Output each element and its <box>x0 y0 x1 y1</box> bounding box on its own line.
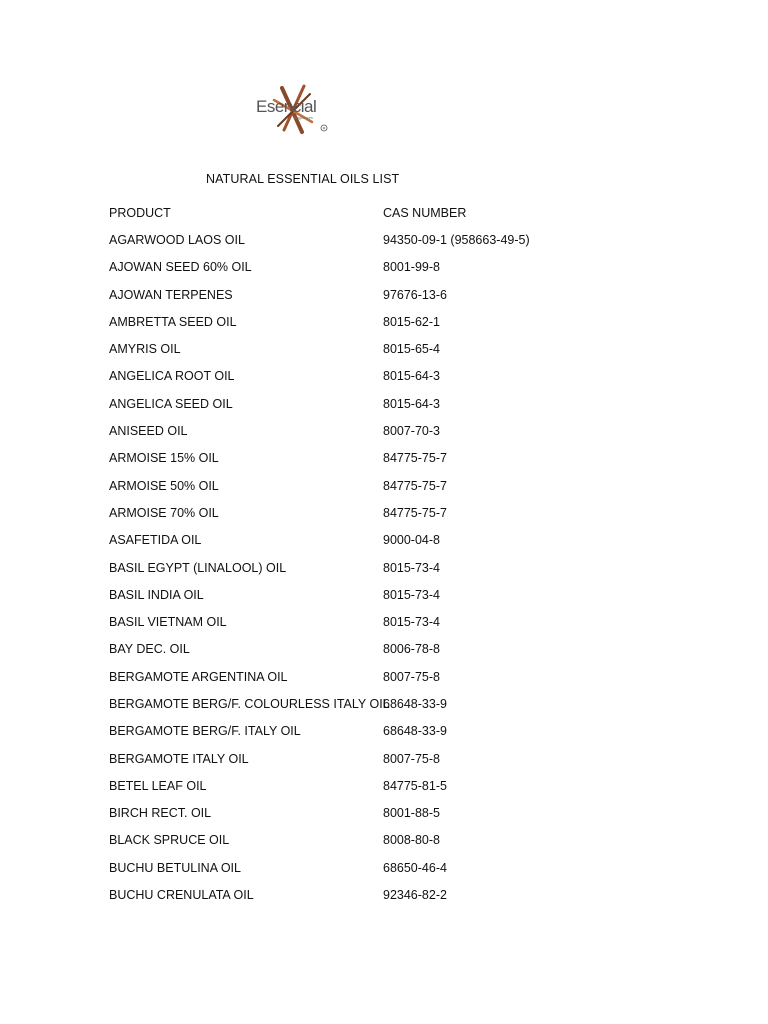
cas-number: 8006-78-8 <box>383 642 440 657</box>
table-row <box>109 363 669 390</box>
table-row <box>109 254 669 281</box>
product-name: BASIL VIETNAM OIL <box>109 615 227 630</box>
company-logo <box>252 82 336 138</box>
cas-number: 8015-64-3 <box>383 396 440 411</box>
table-row <box>109 308 669 335</box>
product-name: AJOWAN SEED 60% OIL <box>109 260 252 275</box>
table-row <box>109 854 669 881</box>
table-row <box>109 554 669 581</box>
table-row <box>109 745 669 772</box>
table-row <box>109 827 669 854</box>
cas-number: 92346-82-2 <box>383 888 447 903</box>
product-name: BERGAMOTE BERG/F. ITALY OIL <box>109 724 301 739</box>
product-name: BERGAMOTE ARGENTINA OIL <box>109 669 288 684</box>
table-row <box>109 335 669 362</box>
cas-number: 8001-88-5 <box>383 806 440 821</box>
cas-number: 94350-09-1 (958663-49-5) <box>383 232 530 247</box>
document-title: NATURAL ESSENTIAL OILS LIST <box>206 172 400 186</box>
product-name: ASAFETIDA OIL <box>109 533 202 548</box>
cas-number: 8015-65-4 <box>383 342 440 357</box>
product-name: BERGAMOTE BERG/F. COLOURLESS ITALY OIL <box>109 696 390 711</box>
product-name: ANGELICA ROOT OIL <box>109 369 235 384</box>
column-header-cas: CAS NUMBER <box>383 205 467 220</box>
product-name: BERGAMOTE ITALY OIL <box>109 751 249 766</box>
product-name: ANGELICA SEED OIL <box>109 396 233 411</box>
cas-number: 68648-33-9 <box>383 696 447 711</box>
cas-number: 8007-75-8 <box>383 751 440 766</box>
product-name: AJOWAN TERPENES <box>109 287 233 302</box>
table-row <box>109 581 669 608</box>
product-name: BUCHU BETULINA OIL <box>109 860 241 875</box>
cas-number: 84775-75-7 <box>383 505 447 520</box>
cas-number: 8008-80-8 <box>383 833 440 848</box>
table-row <box>109 663 669 690</box>
table-row <box>109 472 669 499</box>
cas-number: 8015-73-4 <box>383 560 440 575</box>
table-row <box>109 608 669 635</box>
product-name: ARMOISE 50% OIL <box>109 478 219 493</box>
product-name: ARMOISE 70% OIL <box>109 505 219 520</box>
cas-number: 97676-13-6 <box>383 287 447 302</box>
cas-number: 8001-99-8 <box>383 260 440 275</box>
table-row <box>109 772 669 799</box>
table-row <box>109 690 669 717</box>
svg-text:R: R <box>322 125 326 131</box>
table-row <box>109 527 669 554</box>
table-row <box>109 800 669 827</box>
product-name: AMBRETTA SEED OIL <box>109 314 237 329</box>
cas-number: 68650-46-4 <box>383 860 447 875</box>
product-name: ANISEED OIL <box>109 424 188 439</box>
cas-number: 8007-70-3 <box>383 424 440 439</box>
table-row <box>109 636 669 663</box>
table-row <box>109 881 669 908</box>
table-row <box>109 499 669 526</box>
table-row <box>109 281 669 308</box>
cas-number: 9000-04-8 <box>383 533 440 548</box>
cas-number: 84775-75-7 <box>383 478 447 493</box>
table-row <box>109 445 669 472</box>
cas-number: 68648-33-9 <box>383 724 447 739</box>
table-row <box>109 226 669 253</box>
product-name: AGARWOOD LAOS OIL <box>109 232 245 247</box>
product-name: BIRCH RECT. OIL <box>109 806 212 821</box>
table-row <box>109 390 669 417</box>
table-row <box>109 718 669 745</box>
product-name: BUCHU CRENULATA OIL <box>109 888 254 903</box>
table-row <box>109 417 669 444</box>
product-name: BAY DEC. OIL <box>109 642 190 657</box>
product-name: BASIL INDIA OIL <box>109 587 204 602</box>
logo-tagline: fragrances <box>294 115 313 120</box>
table-header-row <box>109 199 669 226</box>
cas-number: 84775-75-7 <box>383 451 447 466</box>
product-name: ARMOISE 15% OIL <box>109 451 219 466</box>
product-name: BLACK SPRUCE OIL <box>109 833 230 848</box>
cas-number: 8007-75-8 <box>383 669 440 684</box>
cas-number: 84775-81-5 <box>383 778 447 793</box>
cas-number: 8015-62-1 <box>383 314 440 329</box>
logo-wordmark: Esencial <box>256 97 317 116</box>
oils-table <box>109 199 669 909</box>
cas-number: 8015-64-3 <box>383 369 440 384</box>
column-header-product: PRODUCT <box>109 205 171 220</box>
cas-number: 8015-73-4 <box>383 615 440 630</box>
product-name: BASIL EGYPT (LINALOOL) OIL <box>109 560 287 575</box>
product-name: AMYRIS OIL <box>109 342 181 357</box>
product-name: BETEL LEAF OIL <box>109 778 207 793</box>
cas-number: 8015-73-4 <box>383 587 440 602</box>
